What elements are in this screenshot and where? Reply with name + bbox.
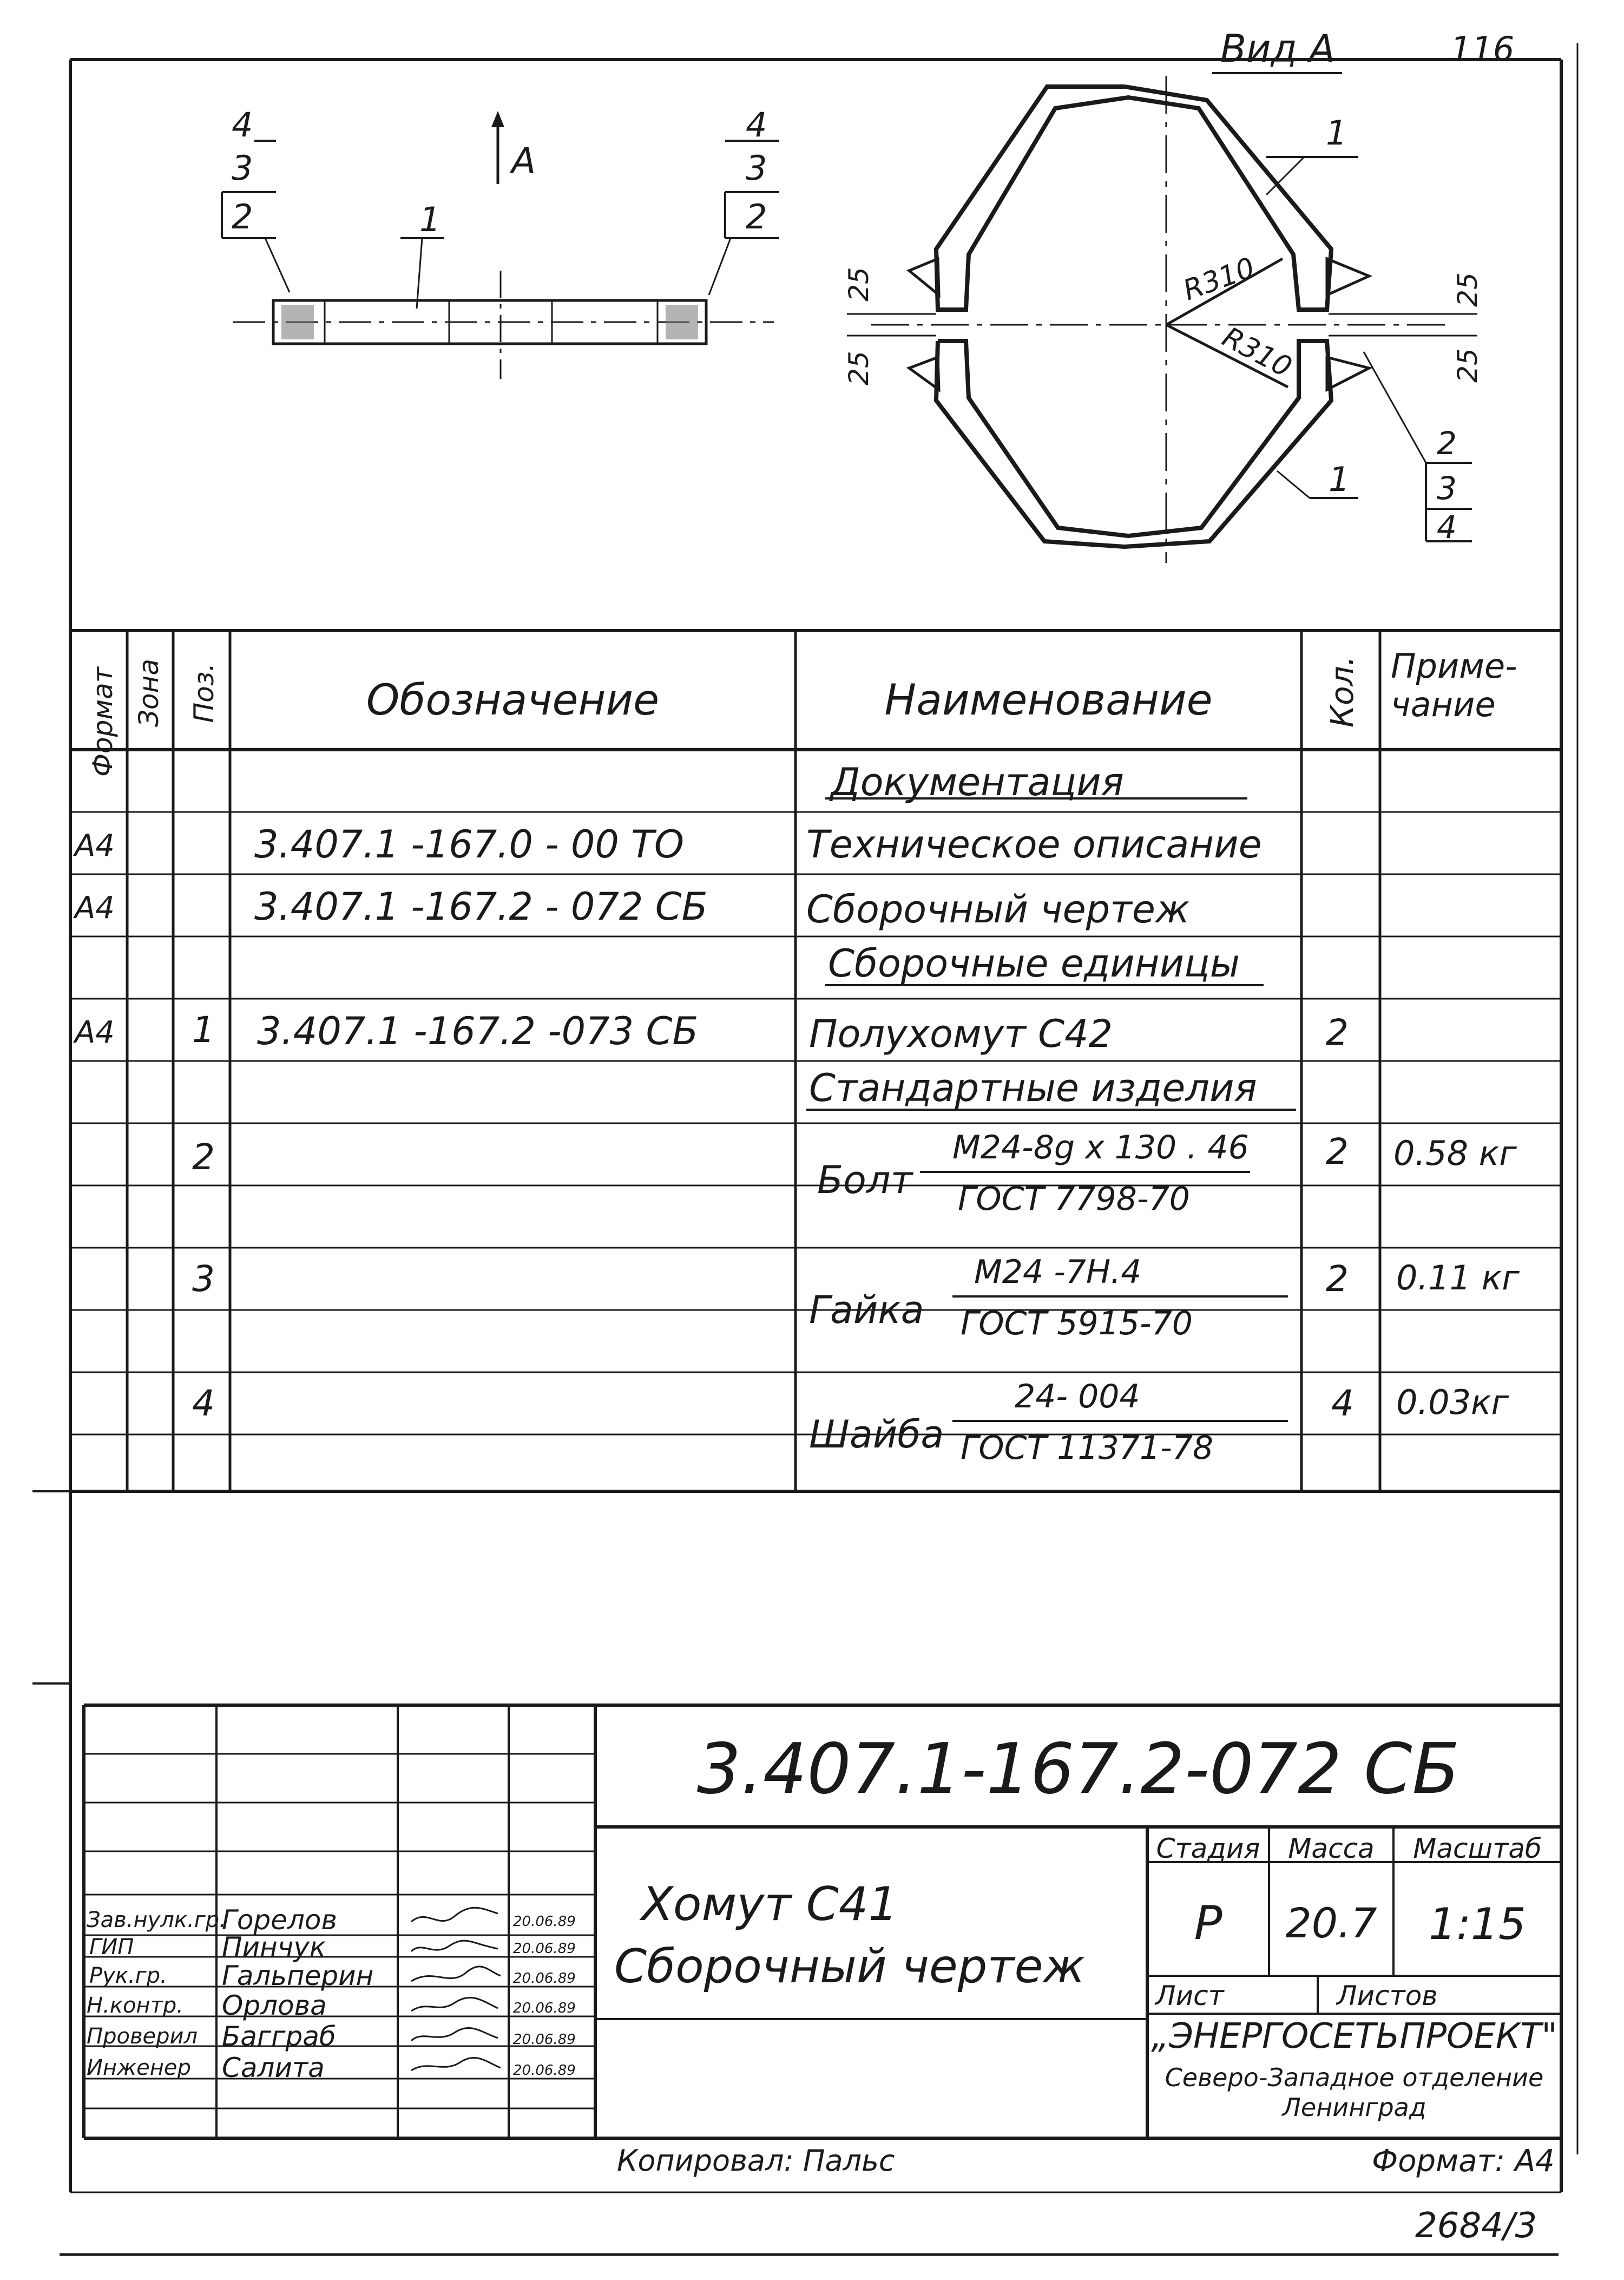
row5-spec-top: М24 -7Н.4 bbox=[974, 1253, 1142, 1291]
signer-role: Инженер bbox=[87, 2055, 191, 2080]
signer-role: Проверил bbox=[87, 2024, 198, 2049]
row4-name: Болт bbox=[817, 1158, 913, 1202]
title-line-2: Сборочный чертеж bbox=[614, 1940, 1085, 1994]
row4-pos: 2 bbox=[192, 1136, 215, 1178]
docs-heading: Документация bbox=[831, 760, 1124, 804]
row6-name: Шайба bbox=[809, 1412, 944, 1457]
org-name: „ЭНЕРГОСЕТЬПРОЕКТ" bbox=[1151, 2016, 1557, 2056]
signer-date: 20.06.89 bbox=[513, 1914, 576, 1930]
callout-br-4: 4 bbox=[1437, 509, 1457, 546]
signer-role: Зав.нулк.гр. bbox=[87, 1908, 226, 1932]
header-name: Наименование bbox=[884, 676, 1213, 725]
header-qty: Кол. bbox=[1324, 656, 1360, 728]
pos-label-bottom-right: 1 bbox=[1329, 460, 1350, 499]
signer-role: ГИП bbox=[89, 1935, 134, 1960]
row4-note: 0.58 кг bbox=[1393, 1134, 1517, 1173]
header-designation: Обозначение bbox=[366, 676, 660, 725]
callout-left-3: 3 bbox=[232, 148, 253, 188]
header-zone: Зона bbox=[133, 659, 165, 727]
pos-label-left: 1 bbox=[419, 200, 441, 239]
signer-date: 20.06.89 bbox=[513, 1941, 576, 1957]
row2-name: Сборочный чертеж bbox=[806, 887, 1190, 932]
sheet-number: 116 bbox=[1450, 29, 1515, 69]
signer-date: 20.06.89 bbox=[513, 2062, 576, 2079]
signer-date: 20.06.89 bbox=[513, 2000, 576, 2016]
radius-label-upper: R310 bbox=[1179, 251, 1259, 307]
row6-spec-top: 24- 004 bbox=[1015, 1378, 1140, 1416]
header-pos: Поз. bbox=[188, 663, 220, 723]
signer-date: 20.06.89 bbox=[513, 2032, 576, 2048]
dim-left-bottom: 25 bbox=[843, 351, 875, 385]
row6-spec-bottom: ГОСТ 11371-78 bbox=[961, 1429, 1214, 1467]
row5-pos: 3 bbox=[192, 1258, 215, 1300]
callout-right-3: 3 bbox=[746, 148, 767, 188]
view-label: Вид А bbox=[1220, 27, 1336, 71]
pos-label-top-right: 1 bbox=[1326, 113, 1347, 153]
dim-right-top: 25 bbox=[1451, 272, 1483, 307]
row6-qty: 4 bbox=[1331, 1383, 1354, 1424]
callout-right-2: 2 bbox=[746, 197, 767, 237]
dim-left-top: 25 bbox=[843, 267, 875, 302]
title-line-1: Хомут С41 bbox=[641, 1877, 898, 1931]
row4-spec-bottom: ГОСТ 7798-70 bbox=[958, 1180, 1190, 1218]
row3-designation: 3.407.1 -167.2 -073 СБ bbox=[257, 1009, 699, 1053]
row1-name: Техническое описание bbox=[806, 822, 1262, 867]
signer-role: Н.контр. bbox=[87, 1993, 183, 2018]
mass-value: 20.7 bbox=[1285, 1899, 1377, 1947]
callout-left-2: 2 bbox=[232, 197, 253, 237]
sheets-label: Листов bbox=[1337, 1980, 1438, 2012]
callout-left-4: 4 bbox=[232, 105, 253, 145]
row2-format: А4 bbox=[75, 890, 115, 926]
format-label: Формат: А4 bbox=[1372, 2144, 1555, 2179]
inventory-number: 2684/3 bbox=[1415, 2206, 1537, 2246]
signer-date: 20.06.89 bbox=[513, 1970, 576, 1987]
row5-spec-bottom: ГОСТ 5915-70 bbox=[961, 1305, 1193, 1342]
row3-name: Полухомут С42 bbox=[809, 1012, 1113, 1056]
scale-label: Масштаб bbox=[1413, 1833, 1542, 1864]
callout-br-2: 2 bbox=[1437, 425, 1457, 462]
mass-label: Масса bbox=[1288, 1833, 1375, 1864]
row5-name: Гайка bbox=[809, 1288, 924, 1332]
callout-right-4: 4 bbox=[746, 105, 767, 145]
row1-designation: 3.407.1 -167.0 - 00 ТО bbox=[254, 822, 685, 867]
row1-format: А4 bbox=[75, 828, 115, 863]
row5-note: 0.11 кг bbox=[1396, 1258, 1520, 1298]
org-branch: Северо-Западное отделение bbox=[1165, 2063, 1544, 2092]
doc-code: 3.407.1-167.2-072 СБ bbox=[696, 1729, 1460, 1810]
std-heading: Стандартные изделия bbox=[809, 1066, 1257, 1110]
row3-format: А4 bbox=[75, 1015, 115, 1050]
signatures-graphic bbox=[400, 1897, 509, 2081]
org-city: Ленинград bbox=[1282, 2093, 1426, 2122]
row3-pos: 1 bbox=[192, 1009, 215, 1051]
section-arrow-label: А bbox=[511, 140, 536, 182]
row3-qty: 2 bbox=[1326, 1012, 1349, 1053]
row2-designation: 3.407.1 -167.2 - 072 СБ bbox=[254, 885, 708, 929]
assy-heading: Сборочные единицы bbox=[828, 941, 1240, 986]
copied-by: Копировал: Пальс bbox=[617, 2144, 895, 2178]
row6-note: 0.03кг bbox=[1396, 1383, 1509, 1422]
radius-label-lower: R310 bbox=[1217, 320, 1297, 384]
stage-label: Стадия bbox=[1156, 1833, 1260, 1864]
signer-role: Рук.гр. bbox=[89, 1963, 167, 1988]
row4-spec-top: М24-8g x 130 . 46 bbox=[952, 1129, 1249, 1167]
signer-name: Гальперин bbox=[222, 1960, 374, 1991]
header-note: Приме- чание bbox=[1391, 646, 1517, 725]
callout-br-3: 3 bbox=[1437, 470, 1457, 507]
sheet-label: Лист bbox=[1155, 1980, 1224, 2012]
row5-qty: 2 bbox=[1326, 1258, 1349, 1300]
signer-name: Багграб bbox=[222, 2021, 336, 2052]
row4-qty: 2 bbox=[1326, 1131, 1349, 1172]
scale-value: 1:15 bbox=[1429, 1899, 1526, 1949]
signer-name: Пинчук bbox=[222, 1931, 326, 1963]
row6-pos: 4 bbox=[192, 1383, 215, 1424]
signer-name: Орлова bbox=[222, 1990, 327, 2021]
header-format: Формат bbox=[87, 667, 119, 777]
signer-name: Горелов bbox=[222, 1904, 337, 1936]
dim-right-bottom: 25 bbox=[1451, 348, 1483, 383]
signer-name: Салита bbox=[222, 2052, 325, 2084]
stage-value: Р bbox=[1194, 1896, 1222, 1950]
